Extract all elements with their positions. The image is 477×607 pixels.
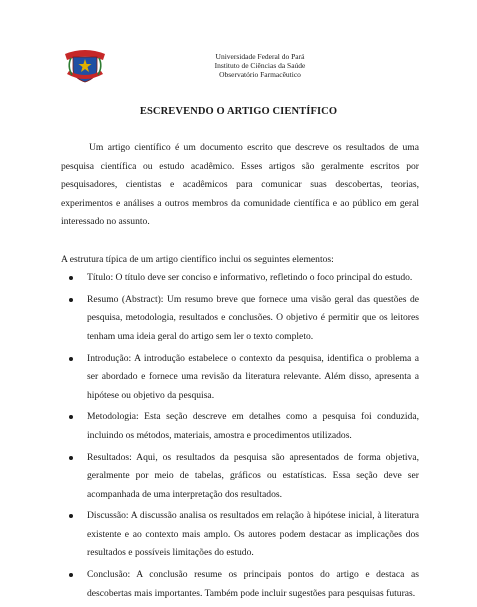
list-item-text: Metodologia: Esta seção descreve em detalhes como a pesquisa foi conduzida, incluindo os métodos, materiais, amostra e procedimentos utilizados. xyxy=(87,411,419,441)
bullet-icon xyxy=(69,298,73,302)
list-item xyxy=(61,269,419,288)
bullet-icon xyxy=(69,276,73,280)
institute-name: Instituto de Ciências da Saúde xyxy=(214,61,306,70)
bullet-icon xyxy=(69,573,73,577)
list-item xyxy=(61,449,419,505)
list-item-text: Resumo (Abstract): Um resumo breve que fornece uma visão geral das questões de pesquisa, metodologia, resultados e conclusões. O objetivo é permitir que os leitores tenham uma ideia geral do artigo sem ler o texto completo. xyxy=(87,293,419,342)
bullet-icon xyxy=(69,456,73,460)
bullet-icon xyxy=(69,415,73,419)
structure-lead: A estrutura típica de um artigo científico inclui os seguintes elementos: xyxy=(61,253,334,265)
observatory-name: Observatório Farmacêutico xyxy=(219,70,301,79)
list-item xyxy=(61,566,419,603)
list-item xyxy=(61,507,419,563)
document-body xyxy=(61,139,419,606)
list-item xyxy=(61,291,419,347)
list-item-text: Resultados: Aqui, os resultados da pesquisa são apresentados de forma objetiva, geralmente por meio de tabelas, gráficos ou estatísticas. Essa seção deve ser acompanhada de uma interpretação dos resultados. xyxy=(87,451,419,500)
institution-header xyxy=(190,52,330,79)
university-name: Universidade Federal do Pará xyxy=(215,52,305,61)
intro-paragraph: Um artigo científico é um documento escrito que descreve os resultados de uma pesquisa científica ou estudo acadêmico. Esses artigos são geralmente escritos por pesquisadores, cientistas e acadêmicos para comunicar suas descobertas, teorias, experimentos e análises a outros membros da comunidade científica e ao público em geral interessado no assunto. xyxy=(61,142,419,228)
list-item-text: Conclusão: A conclusão resume os principais pontos do artigo e destaca as descobertas mais importantes. Também pode incluir sugestões para pesquisas futuras. xyxy=(87,569,419,599)
list-item xyxy=(61,408,419,445)
list-item-text: Título: O título deve ser conciso e informativo, refletindo o foco principal do estudo. xyxy=(87,272,413,284)
bullet-icon xyxy=(69,514,73,518)
list-item-text: Introdução: A introdução estabelece o contexto da pesquisa, identifica o problema a ser abordado e fornece uma revisão da literatura relevante. Além disso, apresenta a hipótese ou objetivo da pesquisa. xyxy=(87,352,419,401)
structure-list xyxy=(61,269,419,603)
list-item-text: Discussão: A discussão analisa os resultados em relação à hipótese inicial, à literatura existente e ao contexto mais amplo. Os autores podem destacar as implicações dos resultados e possíveis limitações do estudo. xyxy=(87,510,419,559)
ufpa-crest-icon xyxy=(63,44,107,84)
list-item xyxy=(61,350,419,406)
document-title: ESCREVENDO O ARTIGO CIENTÍFICO xyxy=(139,106,338,117)
bullet-icon xyxy=(69,357,73,361)
